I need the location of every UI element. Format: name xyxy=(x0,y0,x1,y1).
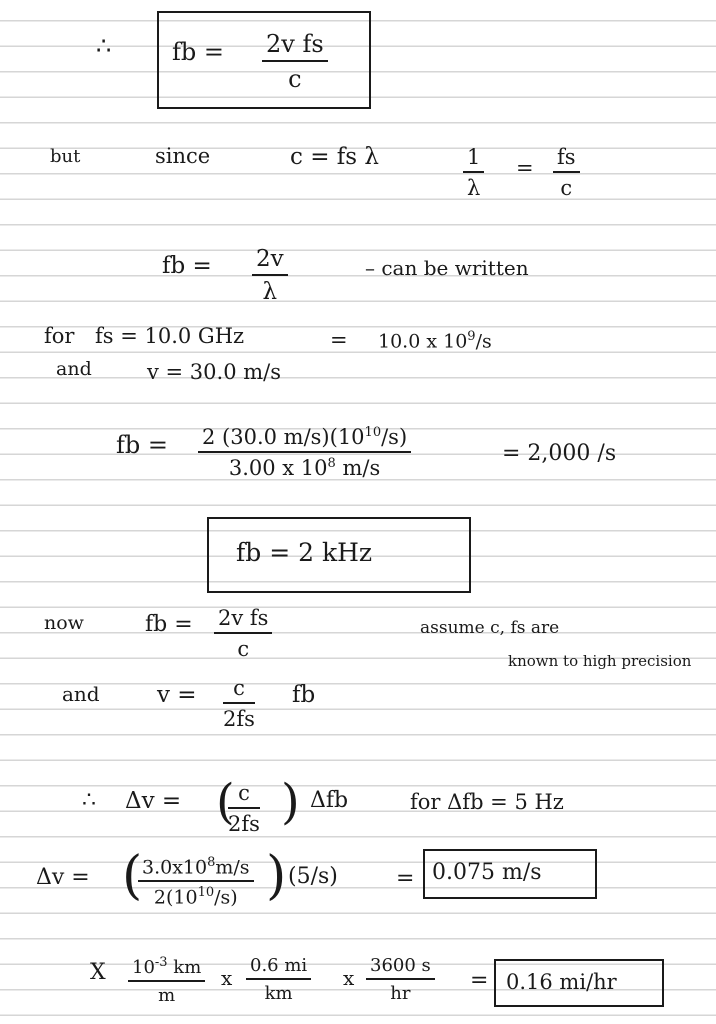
numerator-end: m/s xyxy=(215,856,250,879)
fraction-numerator xyxy=(198,425,411,453)
fraction-denominator: 2fs xyxy=(223,707,255,731)
equation-fs-value: fs = 10.0 GHz xyxy=(95,324,245,348)
numerator-exponent: -3 xyxy=(154,955,168,970)
word-since: since xyxy=(155,144,211,168)
value-unit: /s xyxy=(475,330,492,353)
word-and: and xyxy=(62,682,100,706)
paren-left: ( xyxy=(216,774,235,830)
fraction-mi-per-km xyxy=(246,955,311,1004)
fraction-numerator xyxy=(128,955,205,982)
fraction-denominator: c xyxy=(560,176,573,200)
result-delta-v: 0.075 m/s xyxy=(432,860,542,885)
numerator-end: /s) xyxy=(381,425,408,449)
equation-c-fs-lambda: c = fs λ xyxy=(290,144,379,170)
fraction-denominator: km xyxy=(264,983,293,1004)
word-now: now xyxy=(44,612,84,634)
formula-fb-lhs: fb = xyxy=(145,612,193,637)
result-fb-2khz: fb = 2 kHz xyxy=(236,538,373,567)
therefore-symbol: ∴ xyxy=(96,32,112,60)
fraction-numerator: c xyxy=(223,676,255,704)
fraction-numerator: c xyxy=(228,781,260,809)
paren-right: ) xyxy=(281,774,300,830)
fraction-denominator: hr xyxy=(390,983,411,1004)
denominator-exponent: 10 xyxy=(197,885,215,901)
paren-left: ( xyxy=(122,846,143,906)
fraction-numerator: 2v fs xyxy=(262,30,328,62)
numerator-text: 2 (30.0 m/s)(10 xyxy=(202,425,365,449)
denominator-text: 2(10 xyxy=(153,886,198,909)
fraction-denominator: λ xyxy=(467,176,481,200)
fraction-numerator: 2v xyxy=(252,246,288,276)
multiply-sign: x xyxy=(221,966,233,990)
fraction-numerator: 1 xyxy=(463,145,484,173)
equals-sign: = xyxy=(516,156,534,180)
fraction-s-per-hr xyxy=(366,955,435,1004)
denominator-text: 3.00 x 10 xyxy=(228,456,328,480)
note-can-be-written: – can be written xyxy=(365,256,529,280)
fraction-c-over-2fs xyxy=(228,781,260,836)
term-delta-fb: Δfb xyxy=(310,788,349,813)
fraction-km-per-m xyxy=(128,955,205,1006)
fraction-one-over-lambda xyxy=(463,145,484,200)
paren-right: ) xyxy=(266,846,287,906)
result-mi-per-hr: 0.16 mi/hr xyxy=(506,970,617,994)
note-assume-line1: assume c, fs are xyxy=(420,618,560,638)
fs-scientific-value xyxy=(378,330,492,351)
numerator-exponent: 10 xyxy=(364,425,382,440)
fraction-denominator xyxy=(198,453,411,480)
fraction-delta-v-calc xyxy=(138,855,254,909)
fraction-denominator: c xyxy=(288,65,302,93)
fb-result: = 2,000 /s xyxy=(502,441,617,466)
multiply-sign: X xyxy=(90,960,106,985)
value-mantissa: 10.0 x 10 xyxy=(378,330,468,353)
equation-v-value: v = 30.0 m/s xyxy=(147,360,282,384)
numerator-exponent: 8 xyxy=(207,855,216,870)
fraction-fs-over-c xyxy=(553,145,580,200)
equals-sign: = xyxy=(330,328,348,352)
fraction-denominator: m xyxy=(158,985,176,1006)
formula-fb-lhs: fb = xyxy=(162,253,212,279)
term-fb: fb xyxy=(292,682,316,708)
formula-delta-v-lhs: Δv = xyxy=(125,788,182,814)
condition-delta-fb: for Δfb = 5 Hz xyxy=(410,790,564,814)
word-but: but xyxy=(50,146,81,167)
denominator-end: m/s xyxy=(335,456,381,480)
fraction-numerator: fs xyxy=(553,145,580,173)
note-assume-line2: known to high precision xyxy=(508,652,692,670)
value-exponent: 9 xyxy=(467,329,476,344)
word-and: and xyxy=(56,358,92,380)
formula-fb-lhs: fb = xyxy=(116,431,168,459)
numerator-text: 10 xyxy=(132,957,155,978)
fraction-denominator: λ xyxy=(262,279,278,305)
term-5-per-s: (5/s) xyxy=(288,864,338,889)
fraction-denominator xyxy=(138,882,254,908)
formula-fb-fraction xyxy=(262,30,328,93)
formula-v-lhs: v = xyxy=(157,682,197,708)
equals-sign: = xyxy=(470,968,489,993)
fraction-fb-calculation xyxy=(198,425,411,480)
fraction-numerator: 3600 s xyxy=(366,955,435,980)
word-for: for xyxy=(44,324,75,348)
therefore-symbol: ∴ xyxy=(82,788,96,813)
fraction-numerator xyxy=(138,855,254,882)
numerator-end: km xyxy=(167,957,202,978)
fraction-denominator: 2fs xyxy=(228,812,260,836)
formula-delta-v-lhs: Δv = xyxy=(36,865,90,890)
fraction-numerator: 0.6 mi xyxy=(246,955,311,980)
fraction-denominator: c xyxy=(237,637,250,661)
denominator-exponent: 8 xyxy=(327,456,336,471)
formula-fb-fraction xyxy=(214,606,272,661)
numerator-text: 3.0x10 xyxy=(142,856,208,879)
denominator-end: /s) xyxy=(214,886,238,909)
formula-fb-lhs: fb = xyxy=(172,38,224,66)
fraction-c-over-2fs xyxy=(223,676,255,731)
fraction-2v-over-lambda xyxy=(252,246,288,305)
fraction-numerator: 2v fs xyxy=(214,606,272,634)
multiply-sign: x xyxy=(343,966,355,990)
equals-sign: = xyxy=(396,866,415,891)
